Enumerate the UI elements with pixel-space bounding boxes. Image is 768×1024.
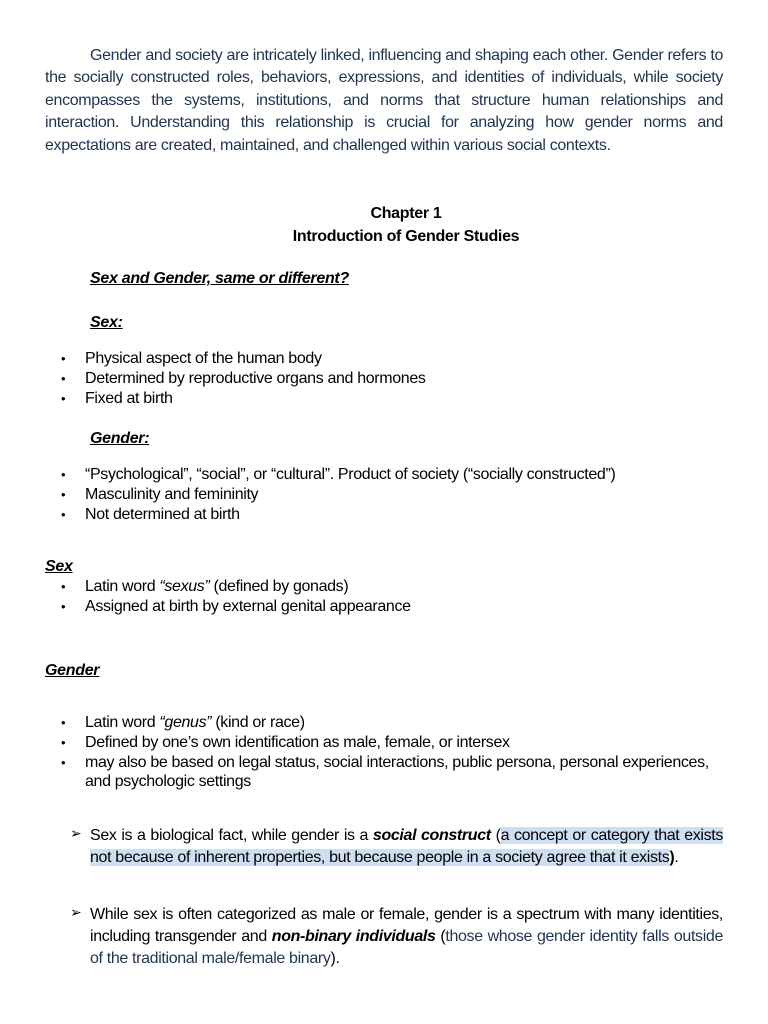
- item-suffix: (kind or race): [211, 714, 305, 731]
- list-item: [45, 713, 725, 733]
- key-term: social construct: [372, 827, 491, 844]
- item-prefix: Latin word: [85, 714, 160, 731]
- highlighted-definition: a concept or category that exists not because of inherent properties, but because people in a society agree that it exists: [90, 827, 724, 866]
- sex-etymology-heading: Sex: [45, 558, 73, 575]
- arrow-bullet-icon: ➢: [70, 904, 82, 920]
- list-item: • Fixed at birth: [45, 389, 745, 409]
- sex-list: [45, 349, 745, 408]
- gender-heading: Gender:: [90, 430, 150, 447]
- sex-heading: Sex:: [90, 314, 123, 331]
- sex-etymology-list: [45, 577, 745, 617]
- latin-term: “genus”: [159, 714, 212, 731]
- section-question: Sex and Gender, same or different?: [90, 270, 349, 287]
- chapter-number: Chapter 1: [370, 205, 442, 222]
- list-item: • Defined by one’s own identification as male, female, or intersex: [45, 733, 725, 753]
- list-item: • may also be based on legal status, social interactions, public persona, personal experiences, and psychologic settings: [45, 753, 725, 793]
- arrow-bullet-icon: ➢: [70, 825, 82, 841]
- point-2-text: [90, 904, 723, 970]
- definition: those whose gender identity falls outside of the traditional male/female binary: [90, 928, 723, 967]
- chapter-title: Introduction of Gender Studies: [292, 228, 520, 245]
- item-prefix: Latin word: [85, 578, 160, 595]
- gender-etymology-heading: Gender: [45, 662, 100, 679]
- paren-open: (: [435, 928, 446, 945]
- latin-term: “sexus”: [159, 578, 210, 595]
- item-suffix: (defined by gonads): [209, 578, 349, 595]
- list-item: • Assigned at birth by external genital appearance: [45, 597, 745, 617]
- list-item: • Not determined at birth: [45, 505, 745, 525]
- gender-etymology-list: [45, 713, 725, 792]
- paren-close: ): [669, 849, 675, 866]
- gender-list: [45, 465, 745, 524]
- paren-open: (: [490, 827, 501, 844]
- period: .: [674, 849, 679, 866]
- paren-close: ).: [330, 950, 340, 967]
- point-prefix: While sex is often categorized as male or female, gender is a spectrum with many identities, including transgender and: [90, 906, 723, 945]
- point-prefix: Sex is a biological fact, while gender is a: [90, 827, 373, 844]
- list-item: [45, 577, 745, 597]
- list-item: • Masculinity and femininity: [45, 485, 745, 505]
- list-item: • Physical aspect of the human body: [45, 349, 745, 369]
- key-term: non-binary individuals: [271, 928, 436, 945]
- list-item: • “Psychological”, “social”, or “cultural”. Product of society (“socially constructed”): [45, 465, 745, 485]
- point-1-text: [90, 825, 723, 869]
- intro-paragraph: [45, 45, 723, 157]
- list-item: • Determined by reproductive organs and hormones: [45, 369, 745, 389]
- intro-text: Gender and society are intricately linked, influencing and shaping each other. Gender refers to the socially constructed roles, behaviors, expressions, and identities of individuals, while society encompasses the systems, institutions, and norms that structure human relationships and interaction. Understanding this relationship is crucial for analyzing how gender norms and expectations are created, maintained, and challenged within various social contexts.: [45, 47, 723, 154]
